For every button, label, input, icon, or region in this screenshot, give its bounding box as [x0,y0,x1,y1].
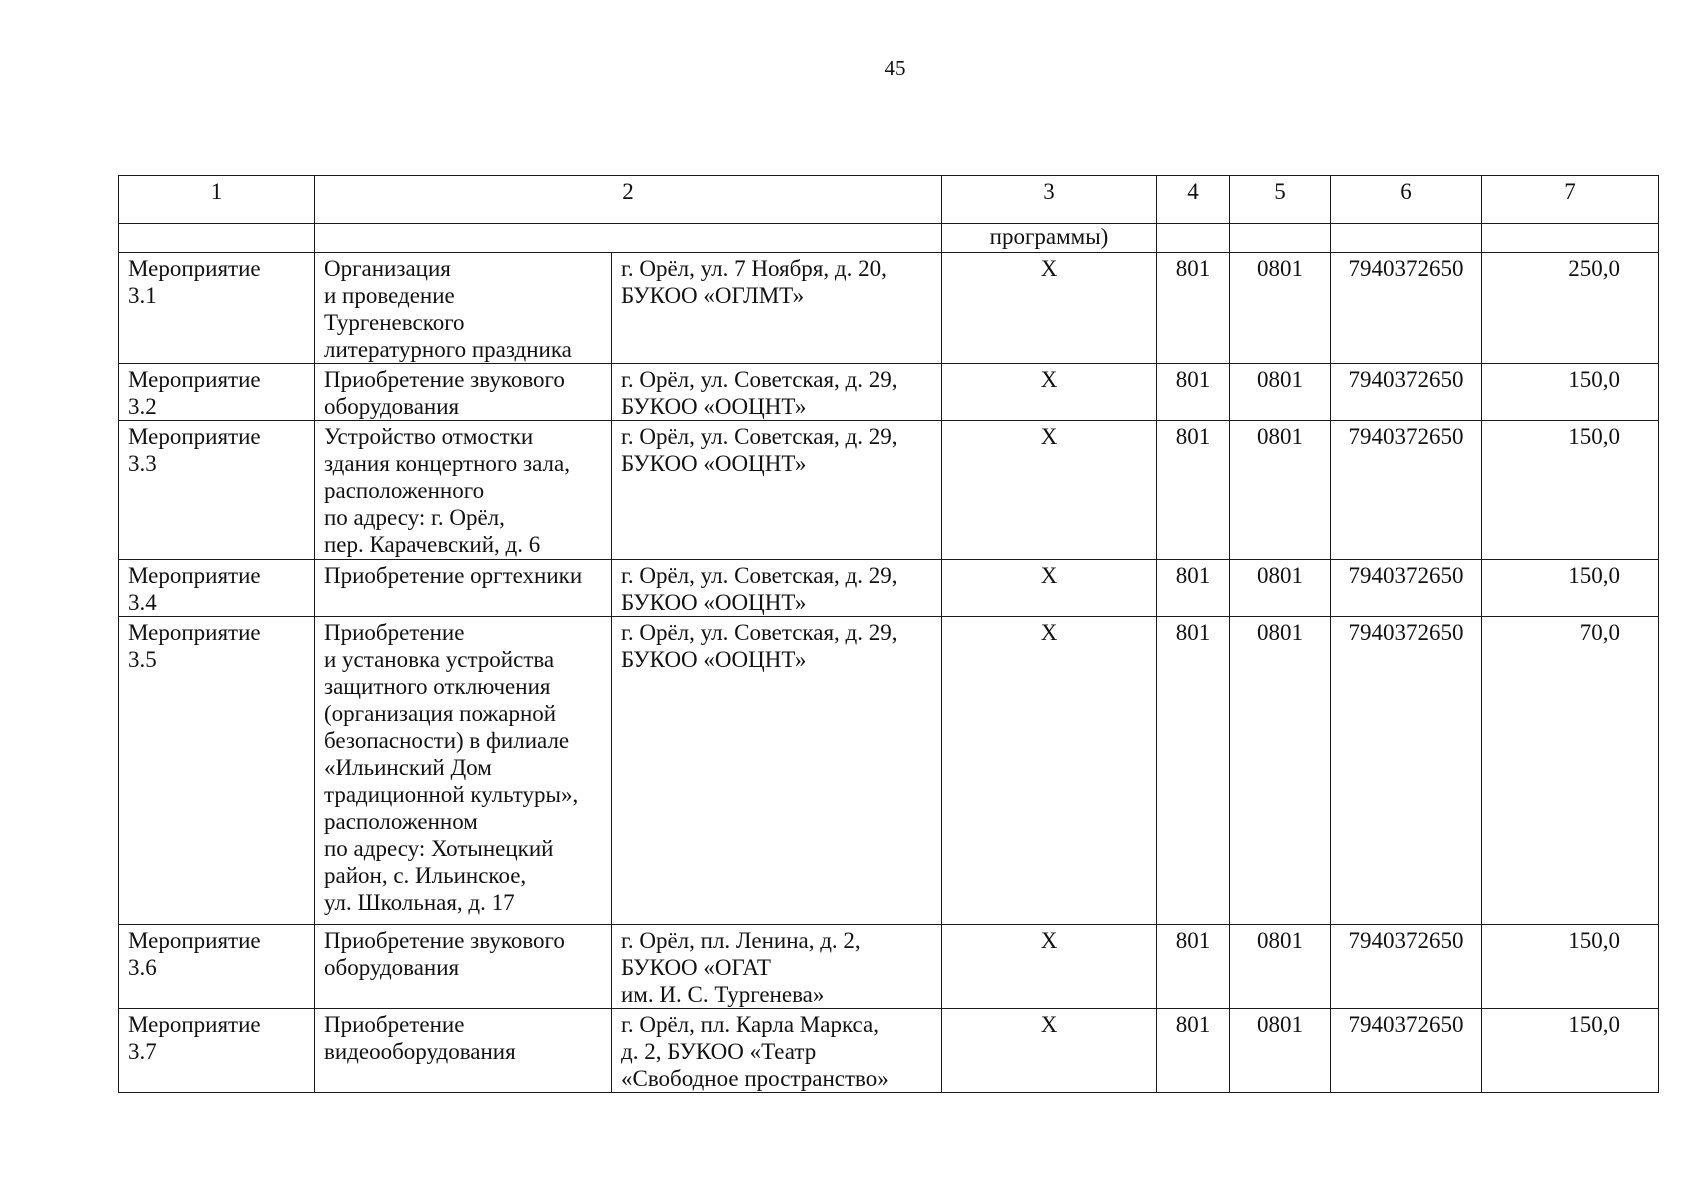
column-header: 6 [1331,176,1482,224]
page-number: 45 [884,56,906,80]
table-cell [315,224,942,253]
column-6-cell: 7940372650 [1331,253,1482,364]
event-name-cell: Приобретение видеооборудования [315,1009,612,1093]
event-address-cell: г. Орёл, пл. Карла Маркса, д. 2, БУКОО «Театр «Свободное пространство» [612,1009,942,1093]
column-6-cell: 7940372650 [1331,560,1482,617]
table-cell [1230,224,1331,253]
column-5-cell: 0801 [1230,364,1331,421]
column-header: 4 [1157,176,1230,224]
event-address-cell: г. Орёл, пл. Ленина, д. 2, БУКОО «ОГАТ им. И. С. Тургенева» [612,925,942,1009]
program-events-table [118,175,1659,1093]
event-address-cell: г. Орёл, ул. Советская, д. 29, БУКОО «ООЦНТ» [612,617,942,925]
amount-cell: 150,0 [1482,364,1659,421]
event-address-cell: г. Орёл, ул. Советская, д. 29, БУКОО «ООЦНТ» [612,560,942,617]
column-6-cell: 7940372650 [1331,364,1482,421]
event-number-cell: Мероприятие 3.2 [119,364,315,421]
column-6-cell: 7940372650 [1331,617,1482,925]
column-3-cell: X [942,1009,1157,1093]
column-3-cell: X [942,617,1157,925]
column-number-header-row [119,176,1659,224]
amount-cell: 150,0 [1482,421,1659,560]
event-number-cell: Мероприятие 3.5 [119,617,315,925]
column-4-cell: 801 [1157,1009,1230,1093]
column-4-cell: 801 [1157,617,1230,925]
continuation-text: программы) [942,224,1157,253]
event-name-cell: Организация и проведение Тургеневского литературного праздника [315,253,612,364]
table-row [119,617,1659,925]
amount-cell: 150,0 [1482,1009,1659,1093]
event-name-cell: Приобретение звукового оборудования [315,364,612,421]
event-address-cell: г. Орёл, ул. 7 Ноября, д. 20, БУКОО «ОГЛМТ» [612,253,942,364]
column-6-cell: 7940372650 [1331,1009,1482,1093]
column-6-cell: 7940372650 [1331,925,1482,1009]
continuation-row [119,224,1659,253]
table-row [119,253,1659,364]
table-row [119,560,1659,617]
event-name-cell: Приобретение и установка устройства защитного отключения (организация пожарной безопасности) в филиале «Ильинский Дом традиционной культуры», расположенном по адресу: Хотынецкий район, с. Ильинское, ул. Школьная, д. 17 [315,617,612,925]
column-header: 7 [1482,176,1659,224]
event-number-cell: Мероприятие 3.1 [119,253,315,364]
amount-cell: 150,0 [1482,560,1659,617]
column-3-cell: X [942,364,1157,421]
column-5-cell: 0801 [1230,1009,1331,1093]
amount-cell: 70,0 [1482,617,1659,925]
event-number-cell: Мероприятие 3.6 [119,925,315,1009]
column-4-cell: 801 [1157,421,1230,560]
column-5-cell: 0801 [1230,617,1331,925]
column-4-cell: 801 [1157,560,1230,617]
table-cell [1482,224,1659,253]
column-4-cell: 801 [1157,364,1230,421]
table-row [119,421,1659,560]
column-4-cell: 801 [1157,253,1230,364]
event-name-cell: Устройство отмостки здания концертного зала, расположенного по адресу: г. Орёл, пер. Карачевский, д. 6 [315,421,612,560]
column-5-cell: 0801 [1230,253,1331,364]
event-number-cell: Мероприятие 3.4 [119,560,315,617]
table-cell [119,224,315,253]
column-5-cell: 0801 [1230,925,1331,1009]
column-header: 5 [1230,176,1331,224]
column-5-cell: 0801 [1230,421,1331,560]
column-5-cell: 0801 [1230,560,1331,617]
event-address-cell: г. Орёл, ул. Советская, д. 29, БУКОО «ООЦНТ» [612,421,942,560]
column-6-cell: 7940372650 [1331,421,1482,560]
event-name-cell: Приобретение оргтехники [315,560,612,617]
column-3-cell: X [942,560,1157,617]
column-header: 1 [119,176,315,224]
column-4-cell: 801 [1157,925,1230,1009]
column-3-cell: X [942,925,1157,1009]
event-number-cell: Мероприятие 3.7 [119,1009,315,1093]
table-cell [1157,224,1230,253]
column-header: 3 [942,176,1157,224]
column-header: 2 [315,176,942,224]
event-number-cell: Мероприятие 3.3 [119,421,315,560]
amount-cell: 250,0 [1482,253,1659,364]
table-row [119,364,1659,421]
table-cell [1331,224,1482,253]
table-row [119,1009,1659,1093]
column-3-cell: X [942,421,1157,560]
column-3-cell: X [942,253,1157,364]
event-name-cell: Приобретение звукового оборудования [315,925,612,1009]
amount-cell: 150,0 [1482,925,1659,1009]
table-row [119,925,1659,1009]
event-address-cell: г. Орёл, ул. Советская, д. 29, БУКОО «ООЦНТ» [612,364,942,421]
